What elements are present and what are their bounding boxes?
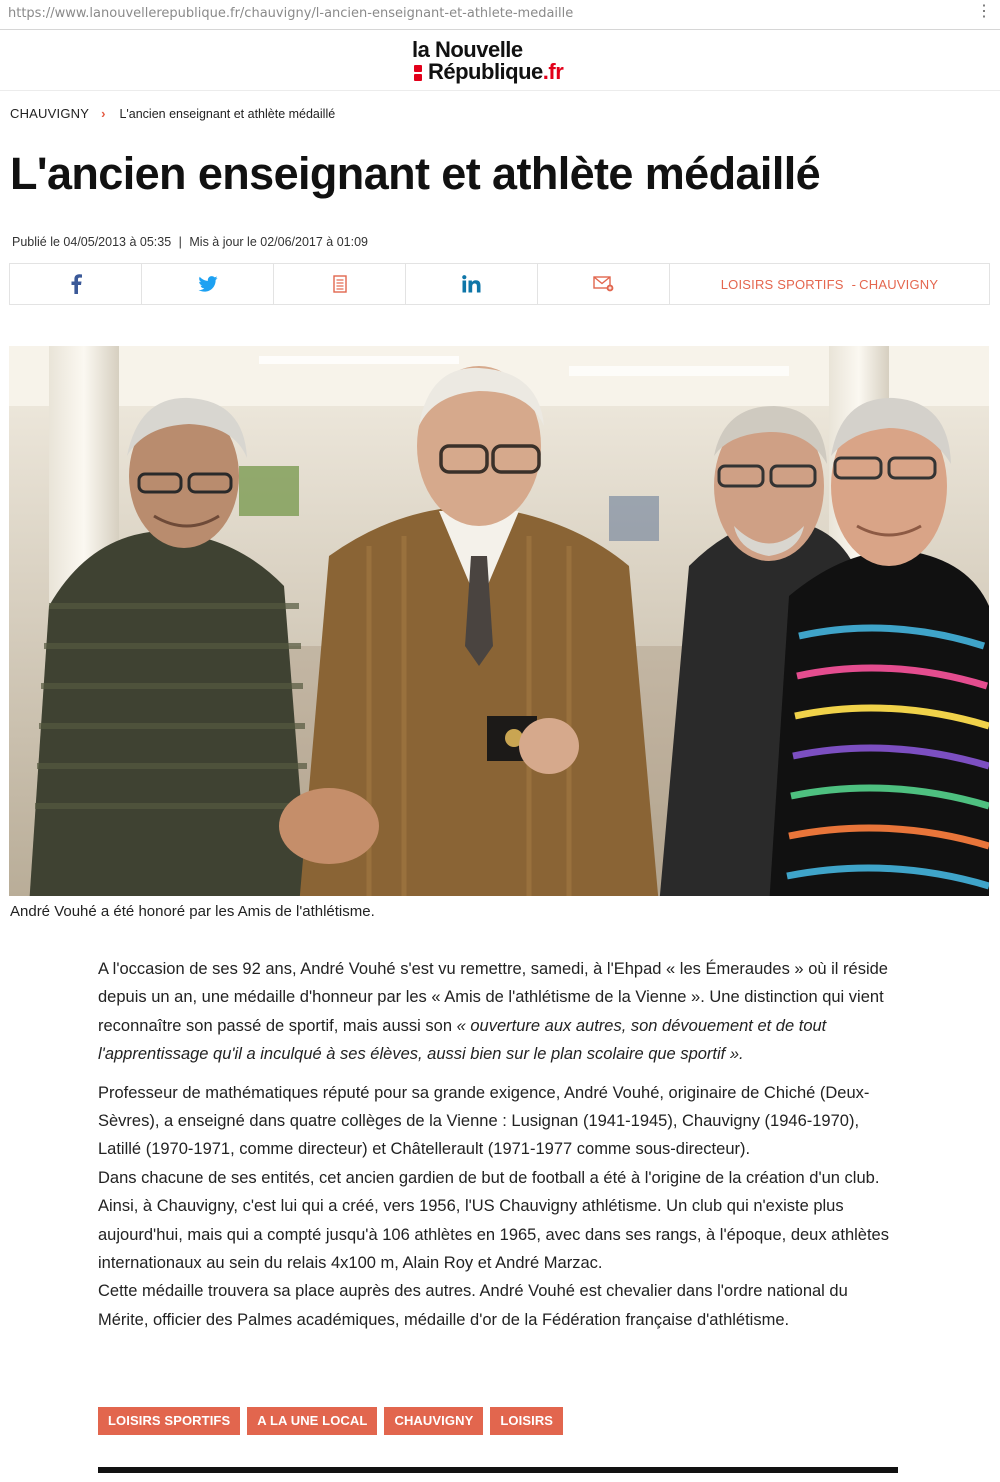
paragraph-quote: « ouverture aux autres, son dévouement et de tout l'apprentissage qu'il a inculqué à ses élèves, aussi bien sur le plan scolaire que sportif ». xyxy=(98,1016,827,1064)
article-paragraph xyxy=(98,955,898,1069)
tag-a-la-une-local[interactable]: A LA UNE LOCAL xyxy=(247,1407,377,1435)
logo-mark-icon xyxy=(412,65,423,83)
breadcrumb-home-link[interactable]: CHAUVIGNY xyxy=(10,106,90,121)
chevron-right-icon: › xyxy=(101,106,106,121)
tag-loisirs[interactable]: LOISIRS xyxy=(490,1407,563,1435)
article-paragraph: Dans chacune de ses entités, cet ancien gardien de but de football a été à l'origine de la création d'un club. Ainsi, à Chauvigny, c'est lui qui a créé, vers 1956, l'US Chauvigny athlétisme. Un club qui n'existe plus aujourd'hui, mais qui a compté jusqu'à 106 athlètes en 1965, avec dans ses rangs, à l'époque, deux athlètes internationaux au sein du relais 4x100 m, Alain Roy et André Marzac. xyxy=(98,1168,889,1273)
facebook-icon xyxy=(70,274,82,294)
article-paragraph: Cette médaille trouvera sa place auprès des autres. André Vouhé est chevalier dans l'ordre national du Mérite, officier des Palmes académiques, médaille d'or de la Fédération française d'athlétisme. xyxy=(98,1282,848,1329)
article-tags xyxy=(98,1407,563,1435)
section-divider xyxy=(98,1467,898,1473)
logo-tld: .fr xyxy=(542,59,564,84)
published-date: Publié le 04/05/2013 à 05:35 xyxy=(12,235,172,249)
logo-line-1: la Nouvelle xyxy=(412,37,523,62)
share-linkedin-button[interactable] xyxy=(406,264,538,304)
share-twitter-button[interactable] xyxy=(142,264,274,304)
share-print-button[interactable] xyxy=(274,264,406,304)
browser-url-bar[interactable] xyxy=(0,0,1000,30)
article-paragraph: Professeur de mathématiques réputé pour sa grande exigence, André Vouhé, originaire de Chiché (Deux-Sèvres), a enseigné dans quatre collèges de la Vienne : Lusignan (1941-1945), Chauvigny (1946-1970), Latillé (1970-1971, comme directeur) et Châtellerault (1971-1977 comme sous-directeur). xyxy=(98,1083,870,1159)
photo-illustration xyxy=(9,346,989,896)
share-bar xyxy=(9,263,990,305)
logo-line-2 xyxy=(428,61,563,83)
share-email-button[interactable] xyxy=(538,264,670,304)
tag-chauvigny[interactable]: CHAUVIGNY xyxy=(384,1407,483,1435)
photo-caption: André Vouhé a été honoré par les Amis de l'athlétisme. xyxy=(10,903,375,920)
logo-word: République xyxy=(428,59,543,84)
header-tags xyxy=(670,264,989,304)
meta-separator: | xyxy=(178,235,182,249)
article-photo xyxy=(9,346,989,896)
article-body xyxy=(98,955,898,1334)
tag-loisirs-sportifs[interactable]: LOISIRS SPORTIFS xyxy=(98,1407,240,1435)
header-tag-dash: - xyxy=(851,276,857,292)
paragraph-text: A l'occasion de ses 92 ans, André Vouhé s'est vu remettre, samedi, à l'Ehpad « les Émeraudes » où il réside depuis un an, une médaille d'honneur par les « Amis de l'athlétisme de la Vienne ». Une distinction qui vient reconnaître son passé de sportif, mais aussi son xyxy=(98,960,888,1035)
share-facebook-button[interactable] xyxy=(10,264,142,304)
site-logo[interactable] xyxy=(412,39,592,85)
url-text[interactable]: https://www.lanouvellerepublique.fr/chauvigny/l-ancien-enseignant-et-athlete-medaille xyxy=(8,6,574,21)
email-icon xyxy=(593,276,615,292)
header-tag-chauvigny[interactable]: CHAUVIGNY xyxy=(859,276,939,292)
article-meta xyxy=(12,235,368,249)
site-header xyxy=(0,31,1000,91)
linkedin-icon xyxy=(462,275,482,293)
breadcrumb-current: L'ancien enseignant et athlète médaillé xyxy=(119,107,336,121)
twitter-icon xyxy=(198,276,218,292)
breadcrumb xyxy=(10,106,335,126)
print-icon xyxy=(333,275,347,293)
browser-menu-icon[interactable]: ⋮ xyxy=(976,3,992,20)
header-tag-loisirs-sportifs[interactable]: LOISIRS SPORTIFS xyxy=(720,276,844,292)
updated-date: Mis à jour le 02/06/2017 à 01:09 xyxy=(189,235,368,249)
page-title: L'ancien enseignant et athlète médaillé xyxy=(10,148,821,199)
